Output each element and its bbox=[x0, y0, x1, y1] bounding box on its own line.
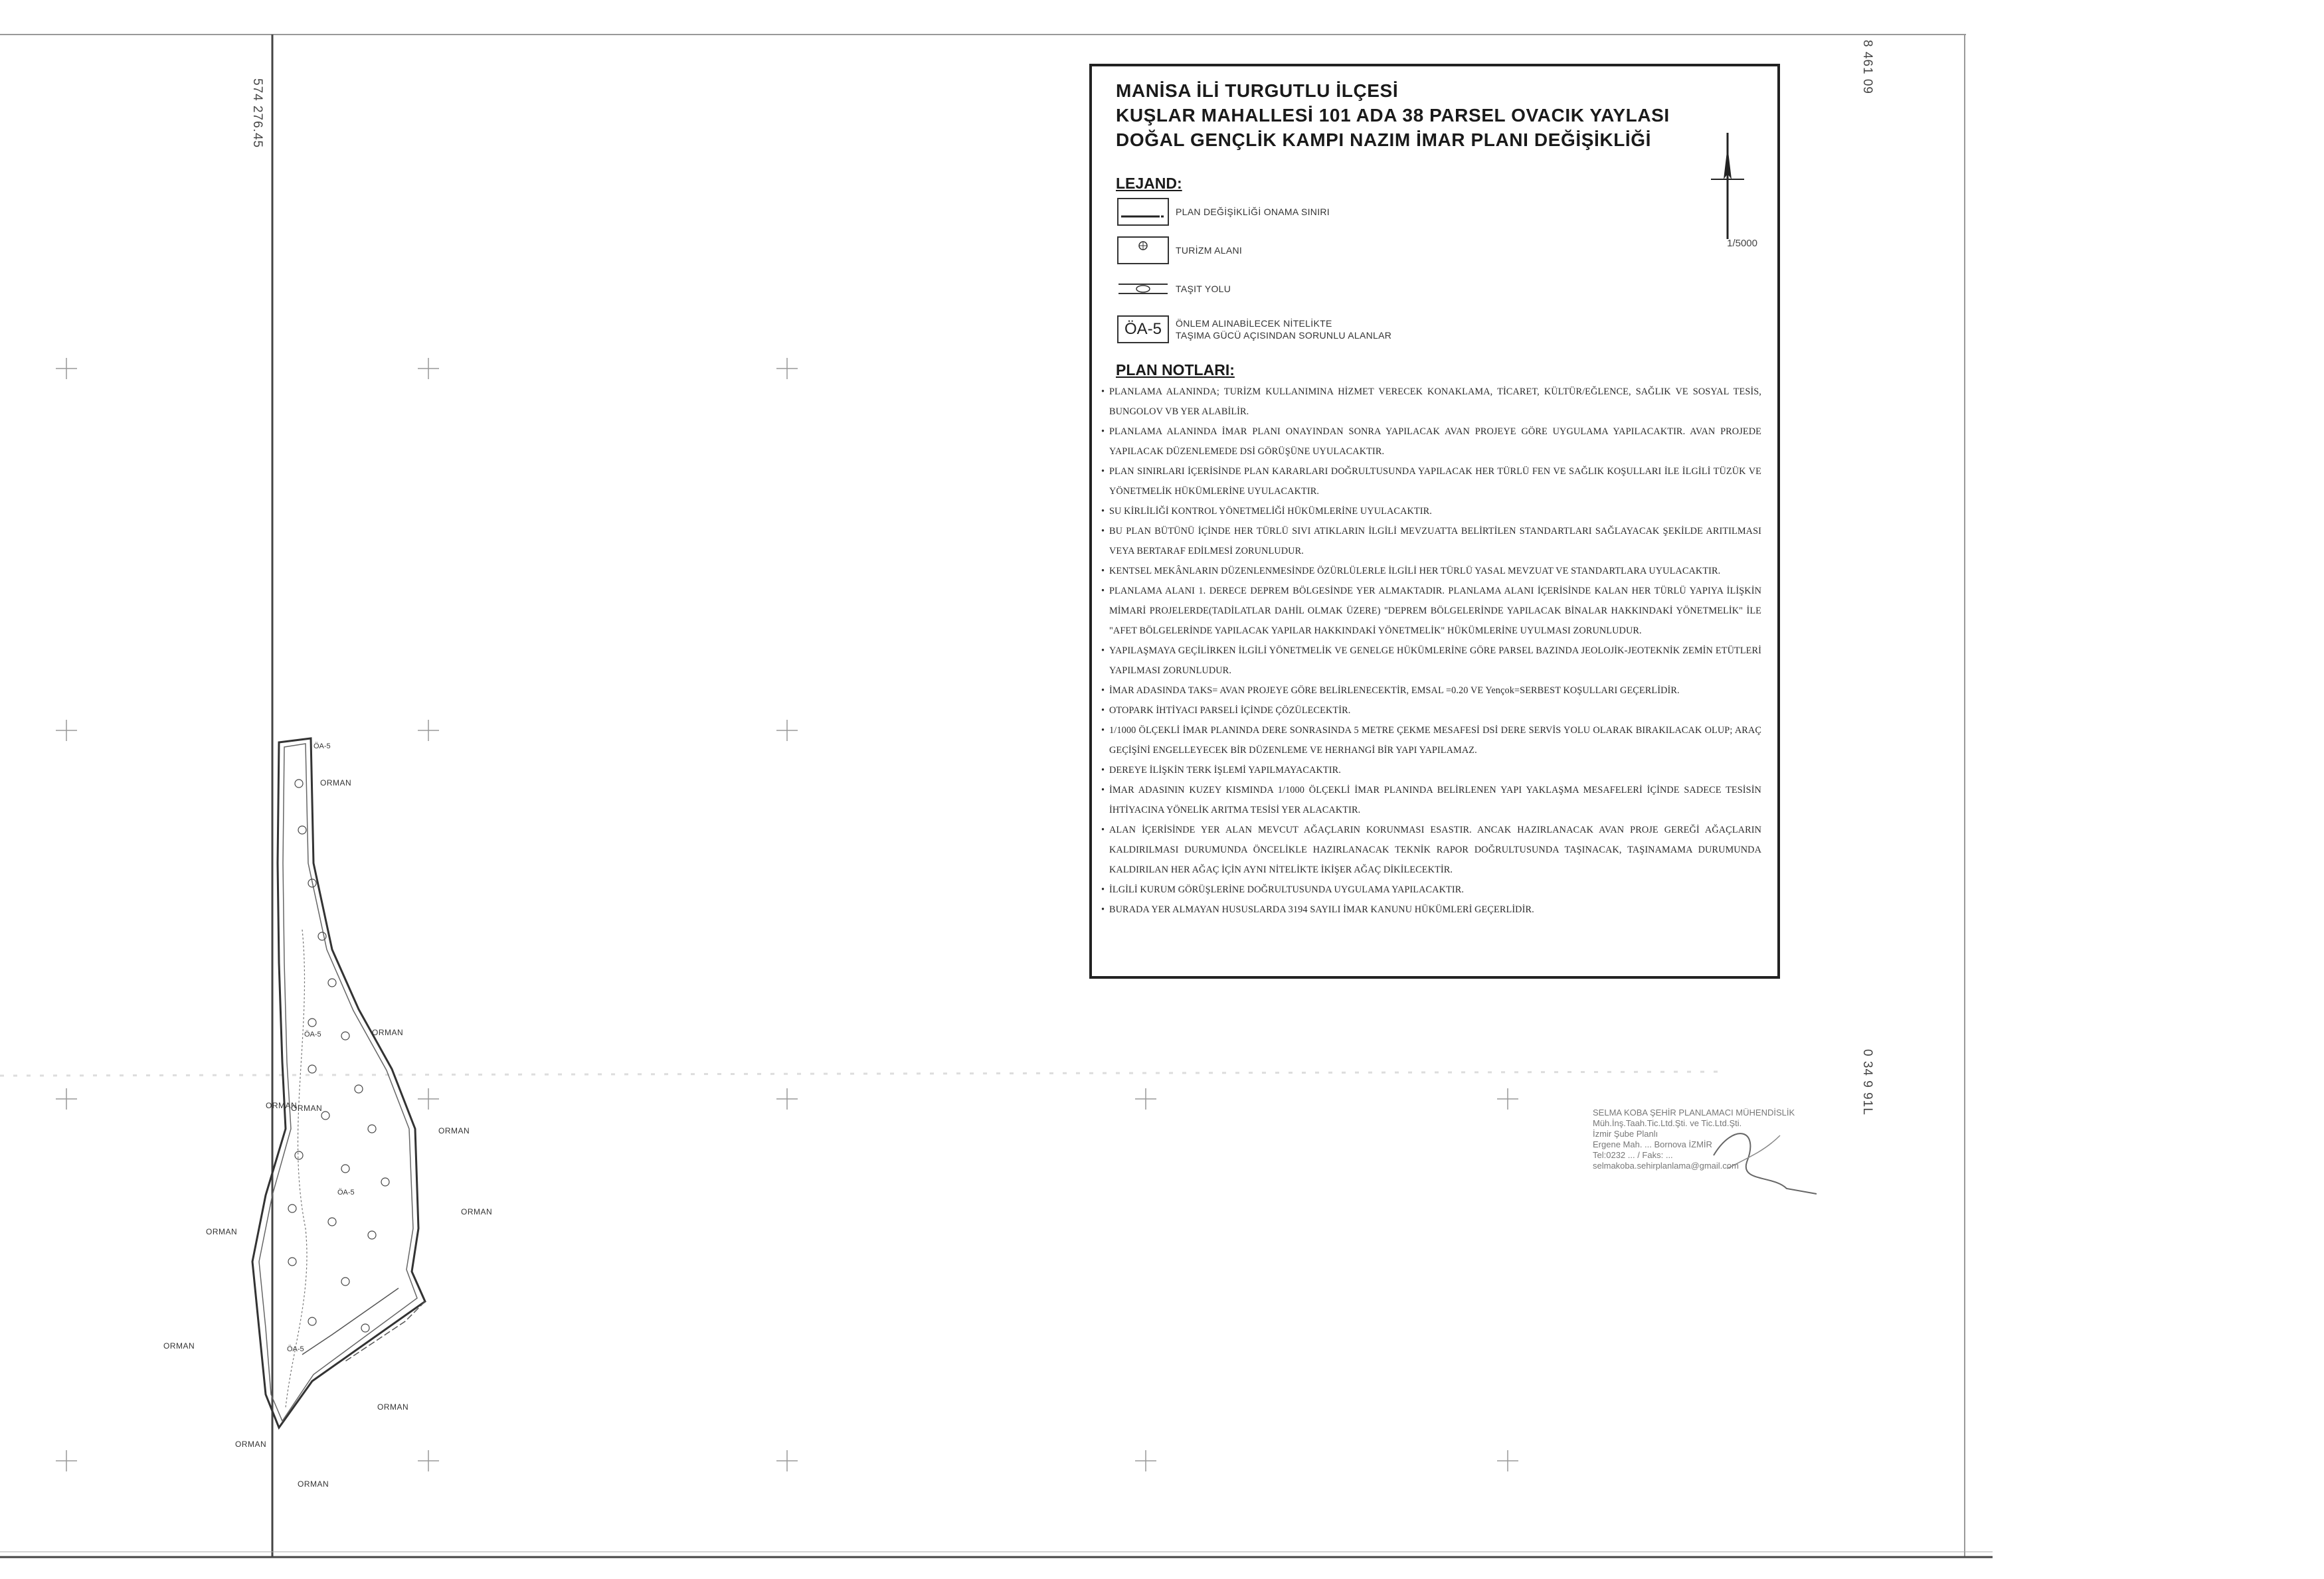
title-line-3: DOĞAL GENÇLİK KAMPI NAZIM İMAR PLANI DEĞİŞİKLİĞİ bbox=[1116, 129, 1652, 150]
stamp-line: Ergene Mah. ... Bornova İZMİR bbox=[1593, 1139, 1712, 1149]
orman-label-11: ORMAN bbox=[291, 1104, 323, 1113]
right-mid-coordinate: 0 34 9 91L bbox=[1860, 1049, 1874, 1116]
plan-note: • BURADA YER ALMAYAN HUSUSLARDA 3194 SAYILI İMAR KANUNU HÜKÜMLERİ GEÇERLİDİR. bbox=[1101, 900, 1761, 920]
plan-notes-list bbox=[1109, 382, 1761, 920]
orman-label-4: ORMAN bbox=[438, 1126, 470, 1135]
legend-label-boundary: PLAN DEĞİŞİKLİĞİ ONAMA SINIRI bbox=[1176, 207, 1330, 217]
orman-label-7: ORMAN bbox=[163, 1341, 195, 1351]
legend-row-tourism bbox=[1116, 231, 1761, 270]
north-arrow-icon bbox=[1704, 133, 1751, 252]
legend-label-oa5 bbox=[1176, 317, 1391, 341]
parcel-tree-symbols bbox=[288, 780, 389, 1332]
orman-label-3: ORMAN bbox=[266, 1101, 298, 1110]
oa5-code-3: ÖA-5 bbox=[337, 1189, 355, 1197]
signature-icon bbox=[1700, 1116, 1820, 1208]
legend-label-tourism: TURİZM ALANI bbox=[1176, 245, 1243, 256]
oa5-code-1: ÖA-5 bbox=[313, 742, 331, 750]
plan-note: • BU PLAN BÜTÜNÜ İÇİNDE HER TÜRLÜ SIVI ATIKLARIN İLGİLİ MEVZUATTA BELİRTİLEN STANDARTLARI SAĞLAYACAK ŞEKİLDE ARITILMASI VEYA BERTARAF EDİLMESİ ZORUNLUDUR. bbox=[1101, 521, 1761, 561]
legend-label-oa5-line-2: TAŞIMA GÜCÜ AÇISINDAN SORUNLU ALANLAR bbox=[1176, 330, 1392, 341]
plan-note: • PLAN SINIRLARI İÇERİSİNDE PLAN KARARLARI DOĞRULTUSUNDA YAPILACAK HER TÜRLÜ FEN VE SAĞLIK KOŞULLARI İLE İLGİLİ TÜZÜK VE YÖNETMELİK HÜKÜMLERİNE UYULACAKTIR. bbox=[1101, 461, 1761, 501]
legend-row-oa5 bbox=[1116, 308, 1761, 351]
plan-note: • PLANLAMA ALANI 1. DERECE DEPREM BÖLGESİNDE YER ALMAKTADIR. PLANLAMA ALANI İÇERİSİNDE KALAN HER TÜRLÜ YAPIYA İLİŞKİN MİMARİ PROJELERDE(TADİLATLAR DAHİL OLMAK ÜZERE) "DEPREM BÖLGELERİNDE YAPILACAK BİNALAR HAKKINDAKİ YÖNETMELİK" İLE "AFET BÖLGELERİNDE YAPILACAK YAPILAR HAKKINDAKİ YÖNETMELİK" HÜKÜMLERİNE UYULMASI ZORUNLUDUR. bbox=[1101, 581, 1761, 641]
left-margin-coordinate: 574 276.45 bbox=[250, 78, 264, 149]
parcel-stream-line bbox=[286, 930, 307, 1408]
legend-label-oa5-line-1: ÖNLEM ALINABİLECEK NİTELİKTE bbox=[1176, 318, 1332, 329]
plan-note: • İMAR ADASININ KUZEY KISMINDA 1/1000 ÖLÇEKLİ İMAR PLANINDA BELİRLENEN YAPI YAKLAŞMA MESAFELERİ İÇİNDE SADECE TESİSİN İHTİYACINA YÖNELİK ARITMA TESİSİ YER ALACAKTIR. bbox=[1101, 780, 1761, 820]
title-block bbox=[1089, 64, 1780, 979]
plan-note: • OTOPARK İHTİYACI PARSELİ İÇİNDE ÇÖZÜLECEKTİR. bbox=[1101, 701, 1761, 720]
plan-note: • YAPILAŞMAYA GEÇİLİRKEN İLGİLİ YÖNETMELİK VE GENELGE HÜKÜMLERİNE GÖRE PARSEL BAZINDA JEOLOJİK-JEOTEKNİK ZEMİN ETÜTLERİ YAPILMASI ZORUNLUDUR. bbox=[1101, 641, 1761, 681]
plan-note: • İMAR ADASINDA TAKS= AVAN PROJEYE GÖRE BELİRLENECEKTİR, EMSAL =0.20 VE Yençok=SERBEST KOŞULLARI GEÇERLİDİR. bbox=[1101, 681, 1761, 701]
tourism-area-symbol-icon bbox=[1117, 236, 1169, 264]
oa5-symbol-code: ÖA-5 bbox=[1124, 320, 1162, 338]
orman-label-5: ORMAN bbox=[461, 1207, 493, 1216]
plan-note: • DEREYE İLİŞKİN TERK İŞLEMİ YAPILMAYACAKTIR. bbox=[1101, 760, 1761, 780]
orman-label-10: ORMAN bbox=[298, 1479, 329, 1489]
right-top-coordinate: 8 461 09 bbox=[1860, 40, 1874, 94]
plan-note: • İLGİLİ KURUM GÖRÜŞLERİNE DOĞRULTUSUNDA UYGULAMA YAPILACAKTIR. bbox=[1101, 880, 1761, 900]
plan-note: • KENTSEL MEKÂNLARIN DÜZENLENMESİNDE ÖZÜRLÜLERLE İLGİLİ HER TÜRLÜ YASAL MEVZUAT VE STANDARTLARA UYULACAKTIR. bbox=[1101, 561, 1761, 581]
legend-row-road bbox=[1116, 270, 1761, 308]
title-line-2: KUŞLAR MAHALLESİ 101 ADA 38 PARSEL OVACIK YAYLASI bbox=[1116, 105, 1670, 125]
boundary-line-symbol-icon bbox=[1117, 198, 1169, 226]
plan-notes-title: PLAN NOTLARI: bbox=[1116, 361, 1235, 378]
plan-note: • PLANLAMA ALANINDA İMAR PLANI ONAYINDAN SONRA YAPILACAK AVAN PROJEYE GÖRE UYGULAMA YAPILACAKTIR. AVAN PROJEDE YAPILACAK DÜZENLEMEDE DSİ GÖRÜŞÜNE UYULACAKTIR. bbox=[1101, 422, 1761, 461]
stamp-line: SELMA KOBA ŞEHİR PLANLAMACI MÜHENDİSLİK bbox=[1593, 1108, 1795, 1118]
orman-label-8: ORMAN bbox=[377, 1402, 409, 1412]
oa5-code-4: ÖA-5 bbox=[287, 1345, 304, 1353]
orman-label-1: ORMAN bbox=[320, 778, 352, 788]
orman-label-2: ORMAN bbox=[372, 1028, 404, 1037]
orman-label-9: ORMAN bbox=[235, 1440, 267, 1449]
legend-label-road: TAŞIT YOLU bbox=[1176, 284, 1231, 294]
title-line-1: MANİSA İLİ TURGUTLU İLÇESİ bbox=[1116, 80, 1399, 101]
scan-noise-line bbox=[0, 1072, 1727, 1076]
plan-note: • PLANLAMA ALANINDA; TURİZM KULLANIMINA HİZMET VERECEK KONAKLAMA, TİCARET, KÜLTÜR/EĞLENCE, SAĞLIK VE SOSYAL TESİS, BUNGOLOV VB YER ALABİLİR. bbox=[1101, 382, 1761, 422]
stamp-line: selmakoba.sehirplanlama@gmail.com bbox=[1593, 1161, 1739, 1171]
scale-text: 1/5000 bbox=[1727, 238, 1757, 249]
road-symbol-icon bbox=[1117, 275, 1169, 303]
plan-note: • 1/1000 ÖLÇEKLİ İMAR PLANINDA DERE SONRASINDA 5 METRE ÇEKME MESAFESİ DSİ DERE SERVİS YOLU OLARAK BIRAKILACAK OLUP; ARAÇ GEÇİŞİNİ ENGELLEYECEK BİR DÜZENLEME VE HERHANGİ BİR YAPI YAPILAMAZ. bbox=[1101, 720, 1761, 760]
plan-note: • ALAN İÇERİSİNDE YER ALAN MEVCUT AĞAÇLARIN KORUNMASI ESASTIR. ANCAK HAZIRLANACAK AVAN PROJE GEREĞİ AĞAÇLARIN KALDIRILMASI DURUMUNDA ÖNCELİKLE HAZIRLANACAK TEKNİK RAPOR DOĞRULTUSUNDA TAŞINACAK, TAŞINAMAMA DURUMUNDA KALDIRILAN HER AĞAÇ İÇİN AYNI NİTELİKTE İKİŞER AĞAÇ DİKİLECEKTİR. bbox=[1101, 820, 1761, 880]
oa5-symbol-icon bbox=[1117, 315, 1169, 343]
legend-row-boundary bbox=[1116, 193, 1761, 231]
stamp-line: Müh.İnş.Taah.Tic.Ltd.Şti. ve Tic.Ltd.Şti. bbox=[1593, 1118, 1742, 1128]
legend-title: LEJAND: bbox=[1116, 175, 1182, 192]
orman-label-6: ORMAN bbox=[206, 1227, 238, 1236]
oa5-code-2: ÖA-5 bbox=[304, 1031, 321, 1039]
stamp-line: Tel:0232 ... / Faks: ... bbox=[1593, 1150, 1673, 1160]
stamp-line: İzmir Şube Planlı bbox=[1593, 1129, 1658, 1139]
parcel-boundary bbox=[252, 738, 425, 1428]
plan-note: • SU KİRLİLİĞİ KONTROL YÖNETMELİĞİ HÜKÜMLERİNE UYULACAKTIR. bbox=[1101, 501, 1761, 521]
